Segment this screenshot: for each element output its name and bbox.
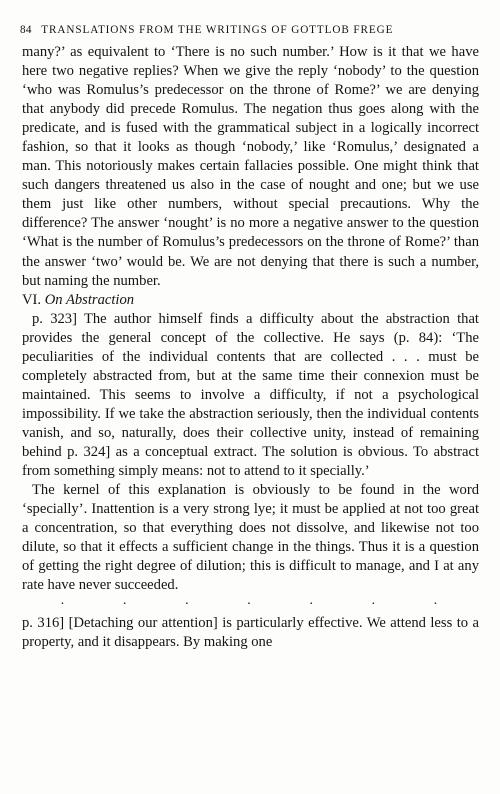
page-number: 84 xyxy=(20,24,32,36)
section-title: On Abstraction xyxy=(44,291,135,308)
section-number: VI. xyxy=(22,291,42,308)
paragraph-2: p. 323] The author himself finds a difficulty about the abstraction that provides the general concept of the collective. He says (p. 84): ‘The peculiarities of the individual contents that are collected . . . must be completely abstracted from, but at the same time their connexion must be maintained. This seems to involve a difficulty, if not a psychological impossibility. If we take the abstraction seriously, then the individual contents vanish, and so, naturally, does their collective unity, instead of remaining behind p. 324] as a conceptual extract. The solution is obvious. To abstract from something simply means: not to attend to it specially.’ xyxy=(22,310,479,480)
running-header xyxy=(20,24,480,36)
paragraph-1: many?’ as equivalent to ‘There is no such number.’ How is it that we have here two negative replies? When we give the reply ‘nobody’ to the question ‘who was Romulus’s predecessor on the throne of Rome?’ we are denying that anybody did precede Romulus. The negation thus goes along with the predicate, and is fused with the grammatical subject in a logically incorrect fashion, so that it looks as though ‘nobody,’ like ‘Romulus,’ designated a man. This notoriously makes certain fallacies possible. One might think that such dangers threatened us also in the case of nought and one; but we use them just like other numbers, without special precautions. Why the difference? The answer ‘nought’ is no more a negative answer to the question ‘What is the number of Romulus’s predecessors on the throne of Rome?’ than the answer ‘two’ would be. We are not denying that there is such a number, but naming the number. xyxy=(22,44,479,289)
paragraph-3: The kernel of this explanation is obviously to be found in the word ‘specially’. Inattention is a very strong lye; it must be applied at not too great a concentration, so that everything does not dissolve, and likewise not too dilute, so that it effects a sufficient change in the things. Thus it is a question of getting the right degree of dilution; this is difficult to manage, and I at any rate have never succeeded. xyxy=(22,482,479,594)
section-separator: · · · · · · · xyxy=(60,597,465,613)
page-body xyxy=(22,43,479,653)
running-title: TRANSLATIONS FROM THE WRITINGS OF GOTTLOB FREGE xyxy=(41,24,394,36)
paragraph-4: p. 316] [Detaching our attention] is particularly effective. We attend less to a property, and it disappears. By making one xyxy=(22,615,479,651)
section-heading xyxy=(22,291,479,310)
